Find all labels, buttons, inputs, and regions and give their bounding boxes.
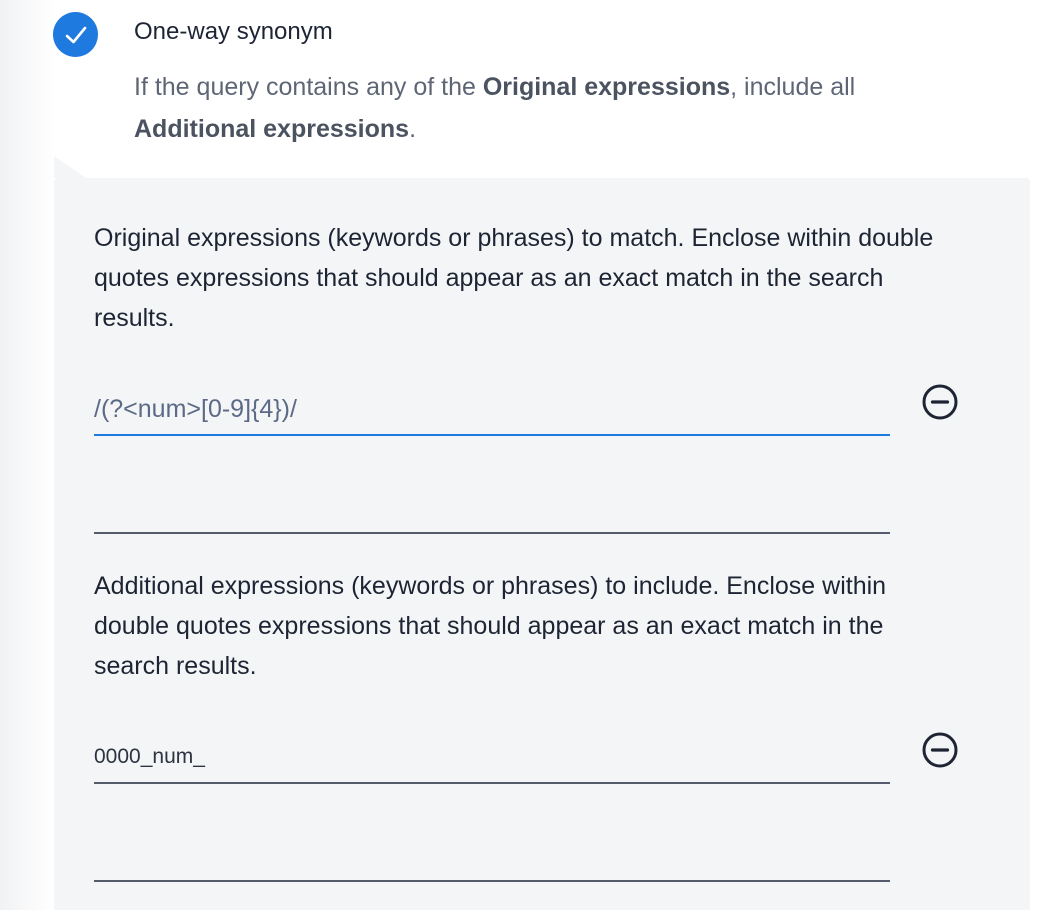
original-expression-field-1[interactable] [94, 384, 890, 436]
left-rail [0, 0, 54, 910]
additional-expressions-label: Additional expressions (keywords or phrases) to include. Enclose within double quotes expressions that should appear as an exact match in the search results. [94, 572, 887, 680]
desc-text-2: , include all [730, 73, 856, 101]
desc-bold-original: Original expressions [482, 73, 731, 101]
original-expression-field-2[interactable] [94, 482, 890, 534]
checkmark-icon [63, 22, 89, 48]
additional-expression-field-2[interactable] [94, 830, 890, 882]
desc-bold-additional: Additional expressions [134, 115, 410, 143]
original-expressions-label: Original expressions (keywords or phrases) to match. Enclose within double quotes expressions that should appear as an exact match in the search results. [94, 224, 934, 332]
remove-additional-expression-button[interactable] [920, 730, 960, 770]
additional-expression-field-1[interactable] [94, 732, 890, 784]
desc-text-1: If the query contains any of the [134, 73, 483, 101]
original-expression-input-1[interactable] [94, 395, 890, 424]
remove-original-expression-button[interactable] [920, 382, 960, 422]
option-description [134, 66, 934, 150]
original-expression-input-2[interactable] [94, 500, 890, 515]
minus-circle-icon [920, 382, 960, 422]
desc-text-3: . [409, 115, 417, 143]
panel-pointer [54, 156, 86, 178]
one-way-synonym-checkbox[interactable] [53, 12, 98, 57]
option-title[interactable]: One-way synonym [134, 18, 333, 45]
minus-circle-icon [920, 730, 960, 770]
additional-expression-input-2[interactable] [94, 848, 890, 863]
additional-expression-input-1[interactable] [94, 745, 890, 769]
